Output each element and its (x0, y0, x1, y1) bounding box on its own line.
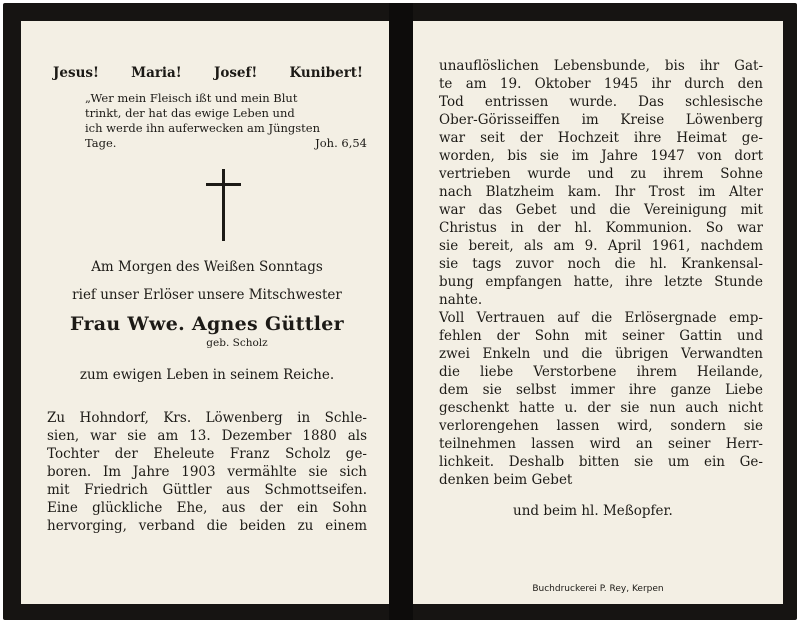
text-line: lichkeit. Deshalb bitten sie um ein Ge- (439, 454, 763, 470)
invocation-word: Kunibert! (289, 65, 363, 81)
verse-line: Tage. (85, 136, 117, 150)
bio-line: Eine glückliche Ehe, aus der ein Sohn (47, 500, 367, 516)
invocation-word: Josef! (213, 65, 258, 81)
text-line: nahte. (439, 292, 483, 308)
printer-imprint: Buchdruckerei P. Rey, Kerpen (532, 584, 664, 594)
text-line: worden, bis sie im Jahre 1947 von dort (439, 148, 763, 164)
text-line: denken beim Gebet (439, 472, 573, 488)
text-line: bung empfangen hatte, ihre letzte Stunde (439, 274, 763, 290)
card-frame (3, 3, 797, 620)
bio-line: Zu Hohndorf, Krs. Löwenberg in Schle- (47, 410, 367, 426)
biography (47, 409, 367, 535)
bio-line: hervorging, verband die beiden zu einem (47, 518, 367, 534)
cross-icon (47, 163, 367, 249)
verse-line: trinkt, der hat das ewige Leben und (85, 106, 295, 120)
intro-line-2: rief unser Erlöser unsere Mitschwester (72, 287, 342, 303)
text-line: verlorengehen lassen wird, sondern sie (439, 418, 763, 434)
biography-continued (439, 57, 763, 489)
deceased-name: Frau Wwe. Agnes Güttler (70, 313, 344, 335)
verse-reference: Joh. 6,54 (315, 136, 367, 150)
text-line: geschenkt hatte u. der sie nun auch nicht (439, 400, 763, 416)
bio-line: boren. Im Jahre 1903 vermählte sie sich (47, 464, 367, 480)
bio-line: Tochter der Eheleute Franz Scholz ge- (47, 446, 367, 462)
right-page (413, 21, 783, 604)
invocation-word: Maria! (131, 65, 182, 81)
bio-line: mit Friedrich Güttler aus Schmottseifen. (47, 482, 367, 498)
text-line: Tod entrissen wurde. Das schlesische (439, 94, 763, 110)
invocation (53, 65, 363, 81)
verse-last-line (85, 136, 367, 151)
bio-line: sien, war sie am 13. Dezember 1880 als (47, 428, 367, 444)
closing-line: und beim hl. Meßopfer. (513, 503, 673, 519)
text-line: die liebe Verstorbene ihrem Heilande, (439, 364, 763, 380)
verse-line: ich werde ihn auferwecken am Jüngsten (85, 121, 320, 135)
invocation-word: Jesus! (53, 65, 99, 81)
text-line: unauflöslichen Lebensbunde, bis ihr Gat- (439, 58, 763, 74)
text-line: fehlen der Sohn mit seiner Gattin und (439, 328, 763, 344)
text-line: vertrieben wurde und zu ihrem Sohne (439, 166, 763, 182)
text-line: nach Blatzheim kam. Ihr Trost im Alter (439, 184, 763, 200)
text-line: sie tags zuvor noch die hl. Krankensal- (439, 256, 763, 272)
text-line: sie bereit, als am 9. April 1961, nachdem (439, 238, 763, 254)
text-line: dem sie selbst immer ihre ganze Liebe (439, 382, 763, 398)
verse-line: „Wer mein Fleisch ißt und mein Blut (85, 91, 298, 105)
bible-verse (85, 91, 367, 136)
maiden-name: geb. Scholz (206, 337, 268, 349)
text-line: zwei Enkeln und die übrigen Verwandten (439, 346, 763, 362)
text-line: Christus in der hl. Kommunion. So war (439, 220, 763, 236)
card-spine (389, 3, 413, 620)
text-line: Ober-Görisseiffen im Kreise Löwenberg (439, 112, 763, 128)
intro-line-3: zum ewigen Leben in seinem Reiche. (79, 367, 335, 383)
intro-line-1: Am Morgen des Weißen Sonntags (91, 259, 323, 275)
text-line: te am 19. Oktober 1945 ihr durch den (439, 76, 763, 92)
text-line: war seit der Hochzeit ihre Heimat ge- (439, 130, 763, 146)
text-line: teilnehmen lassen wird an seiner Herr- (439, 436, 763, 452)
text-line: war das Gebet und die Vereinigung mit (439, 202, 763, 218)
text-line: Voll Vertrauen auf die Erlösergnade emp- (439, 310, 763, 326)
left-page (21, 21, 389, 604)
